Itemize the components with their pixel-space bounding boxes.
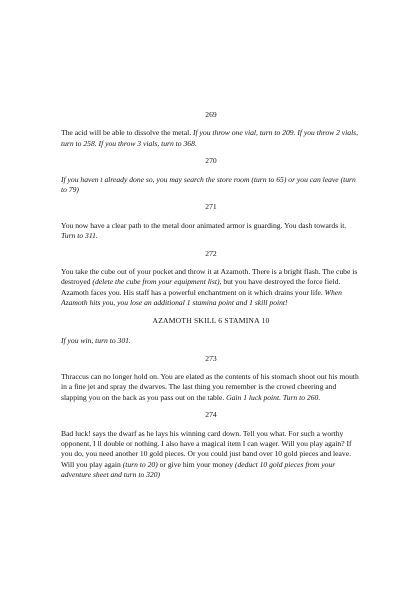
- section-272: [61, 249, 361, 347]
- narrative-text: or give him your money: [157, 459, 235, 469]
- page-content: [61, 110, 361, 488]
- section-271: [61, 202, 361, 241]
- instruction-text: (turn to 20): [122, 459, 158, 469]
- narrative-text: Bad luck! says the dwarf as he lays his winning card down. Tell you what. For such a worthy opponent, I ll double or nothing. I also have a magical item I can wager. Will you play again? If you do, you need another 10 gold pieces. Or you could just band over 10 gold pieces and leave. Will you play again: [61, 428, 352, 469]
- section-number: 271: [205, 202, 217, 212]
- section-text: [61, 429, 361, 481]
- instruction-text: Gain 1 luck point. Turn to 260.: [226, 392, 321, 402]
- narrative-text: Thraccus can no longer hold on. You are elated as the contents of his stomach shoot out his mouth in a fine jet and spray the dwarves. The last thing you remember is the crowd cheering and slapping you on the back as you pass out on the table.: [61, 371, 359, 402]
- instruction-text: (deduct 10 gold pieces from your adventure sheet and turn to 320): [61, 459, 336, 480]
- section-outcome-text: [61, 336, 361, 346]
- narrative-text: , but you have destroyed the force field. Azamoth faces you. His staff has a powerful enchantment on it which drains your life.: [61, 277, 341, 297]
- narrative-text: You now have a clear path to the metal door animated armor is guarding. You dash towards it.: [61, 220, 347, 230]
- section-text: [61, 372, 361, 403]
- monster-stats: AZAMOTH SKILL 6 STAMINA 10: [152, 315, 270, 325]
- instruction-text: Turn to 311.: [61, 231, 98, 241]
- section-269: [61, 110, 361, 149]
- instruction-text: (delete the cube from your equipment list): [92, 277, 220, 287]
- section-number: 269: [205, 110, 217, 119]
- section-274: [61, 410, 361, 480]
- section-number: 273: [205, 353, 217, 363]
- instruction-text: If you win, turn to 301.: [61, 336, 131, 346]
- instruction-text: When Azamoth hits you, you lose an additional 1 stamina point and 1 skill point!: [61, 287, 342, 308]
- narrative-text: The acid will be able to dissolve the metal.: [61, 128, 194, 138]
- section-text: [61, 221, 361, 242]
- section-number: 274: [205, 410, 217, 420]
- instruction-text: If you haven t already done so, you may search the store room (turn to 65) or you can leave (turn to 79): [61, 174, 356, 195]
- narrative-text: You take the cube out of your pocket and throw it at Azamoth. There is a bright flash. The cube is destroyed: [61, 267, 358, 287]
- section-text: [61, 128, 361, 149]
- section-text: [61, 267, 361, 309]
- section-number: 270: [205, 156, 217, 166]
- section-270: [61, 156, 361, 195]
- section-number: 272: [205, 248, 217, 258]
- instruction-text: If you throw one vial, turn to 209. If you throw 2 vials, turn to 258. If you throw 3 vials, turn to 368.: [61, 128, 359, 148]
- section-text: [61, 175, 361, 196]
- section-273: [61, 354, 361, 404]
